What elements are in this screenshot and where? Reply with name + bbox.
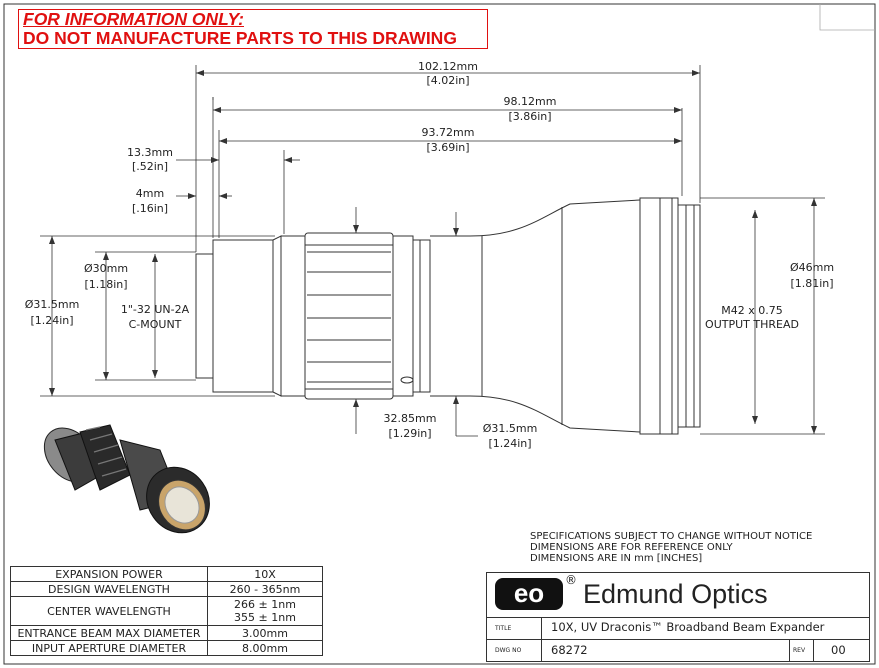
title-block-brand-row — [487, 573, 869, 618]
spec-key: EXPANSION POWER — [11, 567, 208, 582]
dim-3285-mm: 32.85mm — [383, 412, 437, 425]
output-thread-line1: M42 x 0.75 — [721, 304, 783, 317]
sheet-border — [4, 4, 875, 664]
dim-overall-in: [4.02in] — [426, 74, 470, 87]
dimension-lines — [40, 65, 825, 436]
spec-key: CENTER WAVELENGTH — [11, 597, 208, 626]
table-row — [11, 567, 323, 582]
title-label: TITLE — [495, 625, 512, 632]
note-line: DIMENSIONS ARE IN mm [INCHES] — [530, 553, 703, 564]
input-thread-line1: 1"-32 UN-2A — [120, 303, 190, 316]
spec-value: 8.00mm — [208, 641, 323, 656]
drawing-notes — [530, 531, 812, 564]
table-row — [11, 597, 323, 626]
dim-dia315-mm: Ø31.5mm — [24, 298, 80, 311]
drawing-title: 10X, UV Draconis™ Broadband Beam Expander — [551, 620, 825, 634]
spec-key: INPUT APERTURE DIAMETER — [11, 641, 208, 656]
spec-key: DESIGN WAVELENGTH — [11, 582, 208, 597]
input-thread-line2: C-MOUNT — [128, 318, 182, 331]
note-line: SPECIFICATIONS SUBJECT TO CHANGE WITHOUT NOTICE — [530, 531, 813, 542]
dim-98-mm: 98.12mm — [503, 95, 557, 108]
warning-line-1: FOR INFORMATION ONLY: — [23, 9, 244, 29]
dim-dia30-mm: Ø30mm — [83, 262, 129, 275]
product-rendering — [34, 418, 222, 545]
spec-value: 3.00mm — [208, 626, 323, 641]
logo-text: eo — [513, 578, 545, 608]
dim-98-in: [3.86in] — [508, 110, 552, 123]
dim-dia315-in: [1.24in] — [30, 314, 74, 327]
table-row — [11, 582, 323, 597]
dim-3285-in: [1.29in] — [388, 427, 432, 440]
title-block-number-row — [487, 639, 869, 661]
rev-label: REV — [793, 647, 806, 654]
dim-dia46-mm: Ø46mm — [789, 261, 835, 274]
drawing-number: 68272 — [551, 643, 588, 657]
spec-value: 355 ± 1nm — [234, 611, 296, 624]
table-row — [11, 626, 323, 641]
title-block — [486, 572, 870, 662]
brand-name: Edmund Optics — [583, 579, 768, 609]
spec-key: ENTRANCE BEAM MAX DIAMETER — [11, 626, 208, 641]
dim-dia315b-mm: Ø31.5mm — [482, 422, 538, 435]
spec-value: 260 - 365nm — [208, 582, 323, 597]
spec-value-pair — [208, 597, 323, 626]
dim-13-mm: 13.3mm — [127, 146, 173, 159]
specifications-table — [10, 566, 323, 656]
dim-dia315b-in: [1.24in] — [488, 437, 532, 450]
note-line: DIMENSIONS ARE FOR REFERENCE ONLY — [530, 542, 733, 553]
table-row — [11, 641, 323, 656]
beam-expander-outline — [196, 198, 700, 434]
dim-93-mm: 93.72mm — [421, 126, 475, 139]
edmund-logo — [495, 578, 563, 610]
revision: 00 — [831, 643, 846, 657]
spec-value: 266 ± 1nm — [234, 598, 296, 611]
dim-4-in: [.16in] — [131, 202, 169, 215]
dim-overall-mm: 102.12mm — [418, 60, 478, 73]
dim-4-mm: 4mm — [135, 187, 165, 200]
output-thread-line2: OUTPUT THREAD — [705, 318, 799, 331]
registered-mark: ® — [565, 573, 577, 587]
dim-dia30-in: [1.18in] — [84, 278, 128, 291]
dim-13-in: [.52in] — [131, 160, 169, 173]
spec-value: 10X — [208, 567, 323, 582]
title-block-title-row — [487, 617, 869, 640]
dim-dia46-in: [1.81in] — [790, 277, 834, 290]
dim-93-in: [3.69in] — [426, 141, 470, 154]
warning-line-2: DO NOT MANUFACTURE PARTS TO THIS DRAWING — [23, 28, 457, 48]
dwg-no-label: DWG NO — [495, 647, 522, 654]
